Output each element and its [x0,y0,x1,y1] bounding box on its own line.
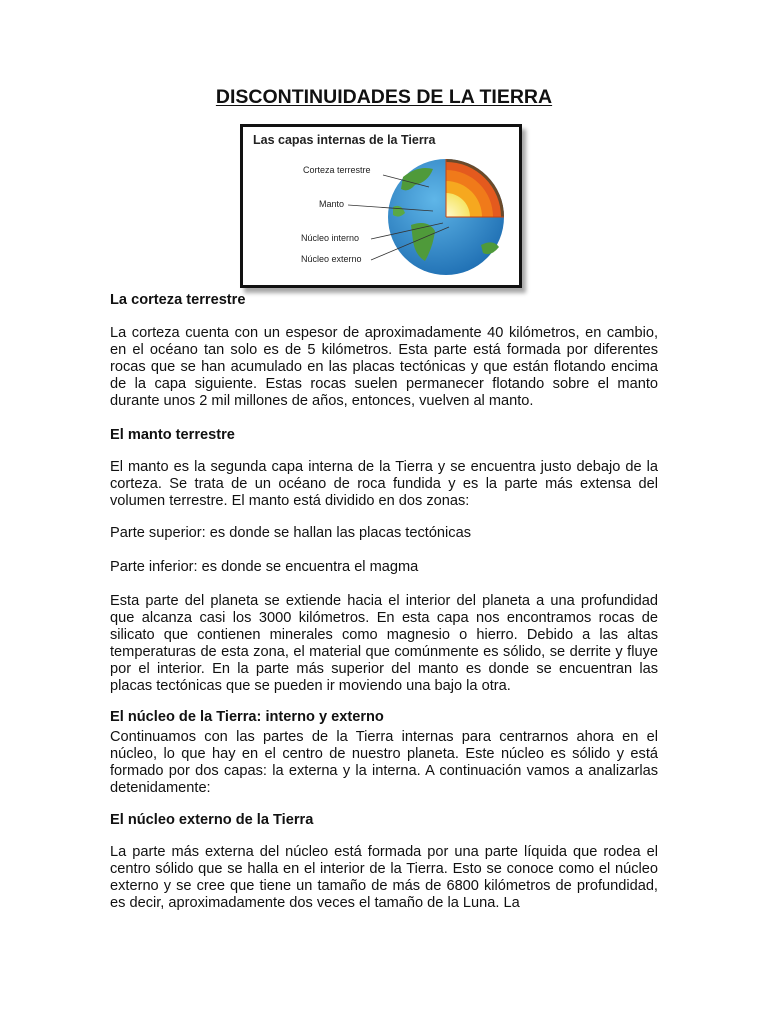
paragraph-mantle-upper: Parte superior: es donde se hallan las placas tectónicas [110,525,472,541]
paragraph-core: Continuamos con las partes de la Tierra internas para centrarnos ahora en el núcleo, lo que hay en el centro de nuestro planeta. Este núcleo es sólido y está formado por dos capas: la externa y la interna. A continuación vamos a analizarlas detenidamente: [110,729,658,796]
earth-layers-figure [240,124,522,288]
label-crust: Corteza terrestre [303,165,371,175]
paragraph-mantle-intro: El manto es la segunda capa interna de la Tierra y se encuentra justo debajo de la corteza. Se trata de un océano de roca fundida y es la parte más extensa del volumen terrestre. El manto está dividido en dos zonas: [110,459,658,509]
globe [388,159,504,275]
figure-heading: Las capas internas de la Tierra [253,133,436,147]
heading-mantle: El manto terrestre [110,427,235,443]
heading-outer-core: El núcleo externo de la Tierra [110,812,314,828]
paragraph-mantle-lower: Parte inferior: es donde se encuentra el magma [110,559,419,575]
heading-core: El núcleo de la Tierra: interno y externo [110,709,384,725]
page-title: DISCONTINUIDADES DE LA TIERRA [215,86,553,108]
label-mantle: Manto [319,199,345,209]
document-body [110,292,658,912]
paragraph-mantle-detail: Esta parte del planeta se extiende hacia el interior del planeta a una profundidad que alcanza casi los 3000 kilómetros. En esta capa nos encontramos rocas de silicato que contienen minerales como magnesio o hierro. Debido a las altas temperaturas de esta zona, el material que comúnmente es sólido, se derrite y fluye por el interior. En la parte más superior del manto es donde se encuentran las placas tectónicas que se pueden ir moviendo una bajo la otra. [110,593,658,694]
label-outer-core: Núcleo externo [301,254,362,264]
label-inner-core: Núcleo interno [301,233,360,243]
paragraph-outer-core: La parte más externa del núcleo está formada por una parte líquida que rodea el centro sólido que se halla en el interior de la Tierra. Esto se conoce como el núcleo externo y se cree que tiene un tamaño de más de 6800 kilómetros de profundidad, es decir, aproximadamente dos veces el tamaño de la Luna. La [110,844,658,911]
heading-crust: La corteza terrestre [110,292,246,308]
paragraph-crust: La corteza cuenta con un espesor de aproximadamente 40 kilómetros, en cambio, en el océano tan solo es de 5 kilómetros. Esta parte está formada por diferentes rocas que se han acumulado en las placas tectónicas y que están flotando encima de la capa siguiente. Estas rocas suelen permanecer flotando sobre el manto durante unos 2 mil millones de años, entonces, vuelven al manto. [110,325,658,409]
earth-layers-illustration [243,127,519,285]
